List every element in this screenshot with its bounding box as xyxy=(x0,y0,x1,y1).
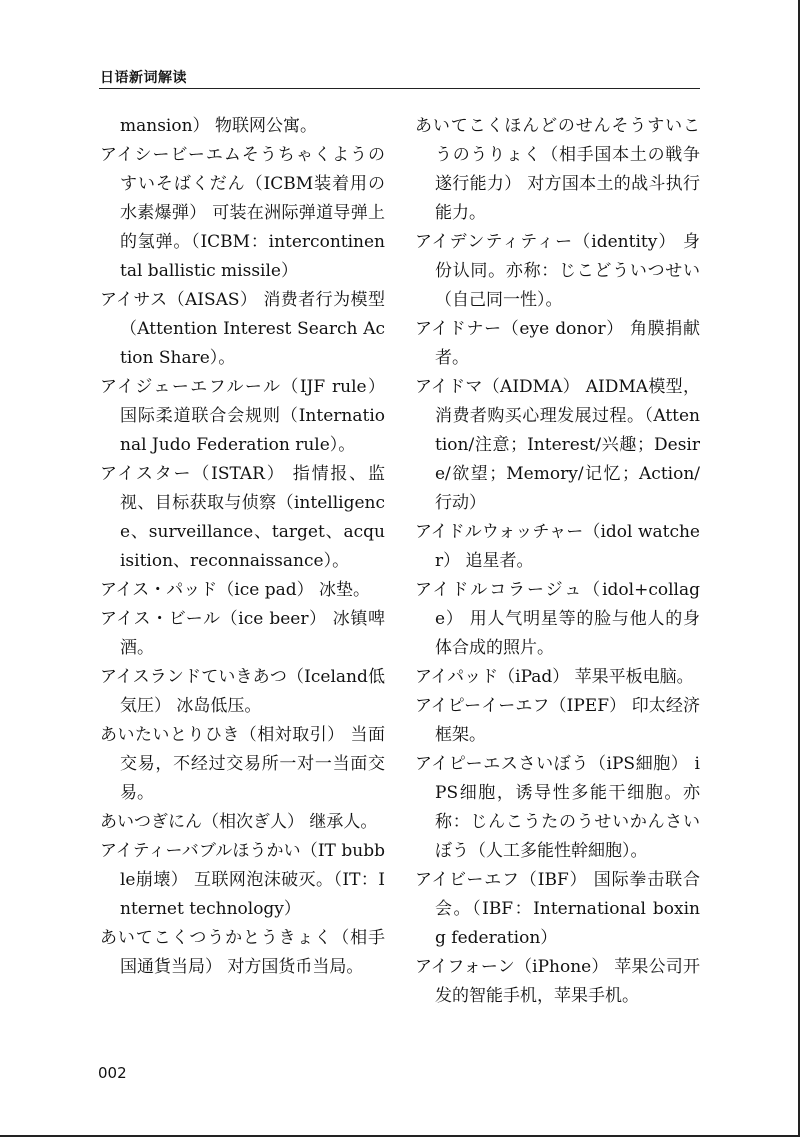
dictionary-entry: アイパッド（iPad） 苹果平板电脑。 xyxy=(415,667,694,687)
running-head: 日语新词解读 xyxy=(100,70,187,86)
dictionary-entry: アイス・パッド（ice pad） 冰垫。 xyxy=(100,580,371,600)
dictionary-entry: アイドナー（eye donor） 角膜捐献者。 xyxy=(415,319,700,368)
dictionary-entry: アイドルウォッチャー（idol watcher） 追星者。 xyxy=(415,522,700,571)
right-column xyxy=(415,112,700,1011)
header-rule xyxy=(99,88,700,89)
dictionary-entry: アイピーエスさいぼう（iPS細胞） iPS细胞，诱导性多能干细胞。亦称：じんこうたのうせいかんさいぼう（人工多能性幹細胞）。 xyxy=(415,754,700,861)
dictionary-entry: あいてこくほんどのせんそうすいこうのうりょく（相手国本土の戦争遂行能力） 对方国本土的战斗执行能力。 xyxy=(415,116,700,223)
left-column xyxy=(100,112,385,982)
page-number: 002 xyxy=(98,1064,127,1082)
dictionary-entry: アイティーバブルほうかい（IT bubble崩壊） 互联网泡沫破灭。（IT：Internet technology） xyxy=(100,841,385,919)
dictionary-entry: アイシービーエムそうちゃくようのすいそばくだん（ICBM装着用の水素爆弾） 可装在洲际弹道导弹上的氢弹。（ICBM：intercontinental ballistic missile） xyxy=(100,145,385,281)
dictionary-entry: mansion） 物联网公寓。 xyxy=(120,116,317,136)
dictionary-entry: アイスター（ISTAR） 指情报、监视、目标获取与侦察（intelligence、surveillance、target、acquisition、reconnaissance）。 xyxy=(100,464,385,571)
dictionary-entry: あいつぎにん（相次ぎ人） 继承人。 xyxy=(100,812,378,832)
dictionary-entry: あいたいとりひき（相対取引） 当面交易，不经过交易所一对一当面交易。 xyxy=(100,725,385,803)
dictionary-entry: アイス・ビール（ice beer） 冰镇啤酒。 xyxy=(100,609,385,658)
dictionary-entry: アイピーイーエフ（IPEF） 印太经济框架。 xyxy=(415,696,700,745)
dictionary-entry: アイサス（AISAS） 消费者行为模型（Attention Interest Search Action Share）。 xyxy=(100,290,385,368)
dictionary-entry: アイドマ（AIDMA） AIDMA模型，消费者购买心理发展过程。（Attention/注意；Interest/兴趣；Desire/欲望；Memory/记忆；Action/行动） xyxy=(415,377,700,513)
dictionary-entry: アイビーエフ（IBF） 国际拳击联合会。（IBF：International boxing federation） xyxy=(415,870,700,948)
dictionary-entry: あいてこくつうかとうきょく（相手国通貨当局） 对方国货币当局。 xyxy=(100,928,385,977)
dictionary-entry: アイドルコラージュ（idol+collage） 用人气明星等的脸与他人的身体合成的照片。 xyxy=(415,580,700,658)
dictionary-entry: アイジェーエフルール（IJF rule） 国际柔道联合会规则（International Judo Federation rule）。 xyxy=(100,377,385,455)
dictionary-entry: アイフォーン（iPhone） 苹果公司开发的智能手机，苹果手机。 xyxy=(415,957,700,1006)
dictionary-entry: アイデンティティー（identity） 身份认同。亦称：じこどういつせい（自己同一性）。 xyxy=(415,232,700,310)
dictionary-entry: アイスランドていきあつ（Iceland低気圧） 冰岛低压。 xyxy=(100,667,385,716)
